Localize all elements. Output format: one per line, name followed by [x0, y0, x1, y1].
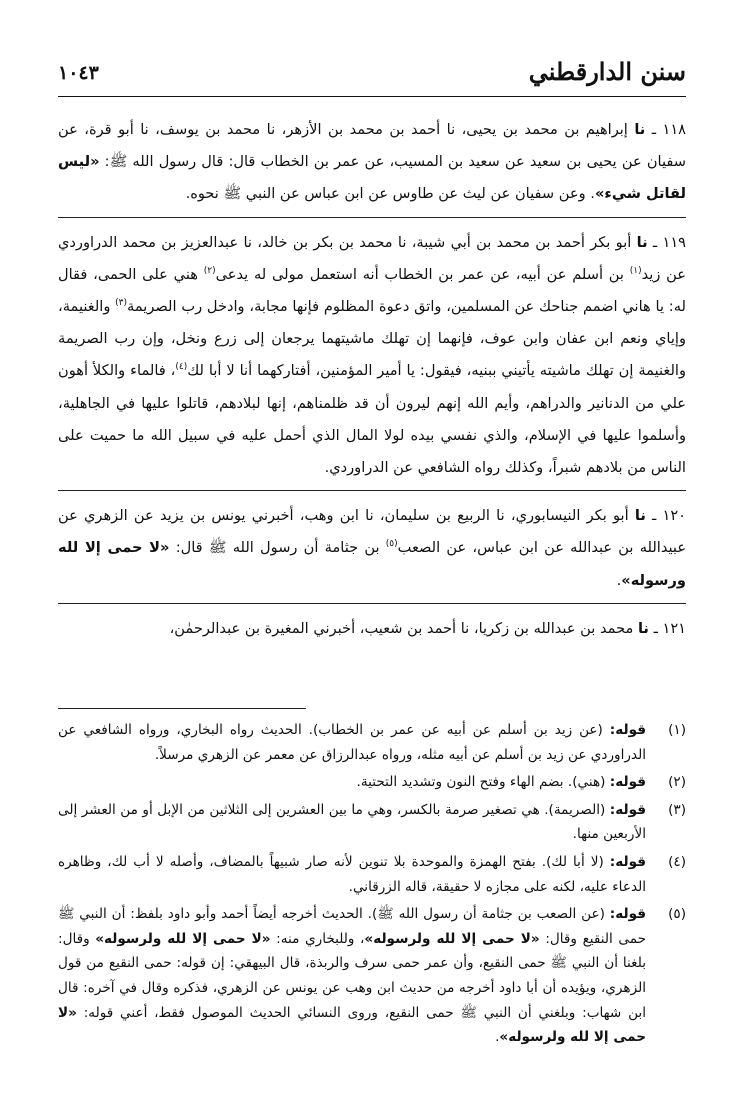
- footnote-ref[interactable]: (٣): [115, 298, 128, 309]
- prophetic-quote: «ليس لقاتل شيء»: [58, 153, 686, 203]
- running-title: سنن الدارقطني: [528, 57, 686, 86]
- hadith-divider: [58, 603, 686, 604]
- footnote-2: [58, 770, 686, 795]
- footnote-number: (٤): [668, 853, 686, 870]
- prophetic-quote: «لا حمى إلا لله ورسوله»: [58, 539, 686, 589]
- footnote-body: (الصريمة). هي تصغير صرمة بالكسر، وهي ما بين العشرين إلى الثلاثين من الإبل أو من العشر إلى الأربعين منها.: [58, 801, 646, 843]
- footnote-text: [58, 770, 646, 795]
- hadith-121: [58, 613, 686, 645]
- footnote-label: قوله:: [609, 853, 646, 870]
- hadith-number: ١٢٠ ـ: [652, 507, 687, 525]
- page-header: [58, 52, 686, 97]
- footnote-ref[interactable]: (٥): [385, 539, 398, 550]
- footnote-label: قوله:: [609, 801, 646, 818]
- hadith-number: ١١٩ ـ: [652, 233, 687, 251]
- footnote-number: (٣): [668, 801, 686, 818]
- footnote-text: [58, 902, 646, 1050]
- isnad-text: محمد بن عبدالله بن زكريا، نا أحمد بن شعيب، أخبرني المغيرة بن عبدالرحمٰن،: [169, 619, 634, 637]
- isnad-text: أبو بكر أحمد بن محمد بن أبي شيبة، نا محمد بن بكر بن خالد، نا عبدالعزيز بن محمد الدراوردي عن زيد: [58, 233, 686, 283]
- footnote-label: قوله:: [609, 906, 647, 923]
- isnad-text: أبو بكر النيسابوري، نا الربيع بن سليمان، نا ابن وهب، أخبرني يونس بن يزيد عن الزهري عن عبيدالله بن عبدالله عن ابن عباس، عن الصعب: [58, 507, 687, 557]
- footnote-ref[interactable]: (٢): [203, 265, 216, 276]
- quoted-hadith: «لا حمى إلا لله ولرسوله»: [58, 1004, 646, 1046]
- narration-marker: نا: [634, 121, 646, 138]
- footnote-number: (١): [668, 722, 686, 738]
- narration-marker: نا: [634, 507, 646, 525]
- footnote-body: (لا أبا لك). بفتح الهمزة والموحدة بلا تنوين لأنه صار شبيهاً بالمضاف، وأصله لا أب لك، وظاهره الدعاء عليه، لكنه على مجازه لا حقيقة، قاله الزرقاني.: [58, 853, 646, 895]
- quoted-hadith: «لا حمى إلا لله ولرسوله»: [95, 930, 271, 947]
- hadith-text: والغنيمة، وإياي ونعم ابن عفان وابن عوف، فإنهما إن تهلك ماشيتهما يرجعان إلى زرع ونخل، وإن رب الصريمة والغنيمة إن تهلك ماشيته يأتيني ببنيه، فيقول: يا أمير المؤمنين، أفتاركهما أنا لا أبا لك: [58, 298, 686, 380]
- footnotes: [58, 718, 686, 1053]
- footnote-text: [58, 850, 646, 899]
- hadith-120: [58, 500, 686, 597]
- footnote-label: قوله:: [609, 774, 646, 791]
- hadith-number: ١١٨ ـ: [651, 121, 686, 138]
- footnote-ref[interactable]: (٤): [175, 362, 188, 373]
- footnote-text: [58, 798, 646, 847]
- hadith-text: بن أسلم عن أبيه، عن عمر بن الخطاب أنه استعمل مولى له يدعى: [215, 265, 630, 283]
- narration-marker: نا: [637, 619, 649, 637]
- footnote-body: وقال: بلغنا أن النبي ﷺ حمى النقيع، وأن عمر حمى سرف والربذة، قال البيهقي: إن قوله: حمى النقيع من قول الزهري، ويؤيده أن أبا داود أخرجه من حديث ابن وهب عن يونس عن الزهري، فذكره وقال في آخره: قال ابن شهاب: وبلغني أن النبي ﷺ حمى النقيع، وروى النسائي الحديث الموصول فقط، أعني قوله:: [58, 930, 646, 1021]
- hadith-118: [58, 114, 686, 211]
- footnote-separator: [58, 708, 306, 709]
- footnote-number: (٢): [668, 774, 686, 791]
- footnote-body: .: [495, 1029, 500, 1046]
- footnote-body: (عن الصعب بن جثامة أن رسول الله ﷺ). الحديث أخرجه أيضاً أحمد وأبو داود بلفظ: أن النبي ﷺ حمى النقيع وقال:: [58, 906, 646, 947]
- hadith-text: ، فالماء والكلأ أهون علي من الدنانير والدراهم، وأيم الله إنهم ليرون أن قد ظلمناهم، إنها لبلادهم، قاتلوا عليها في الجاهلية، وأسلموا عليها في الإسلام، والذي نفسي بيده لولا المال الذي أحمل عليه في سبيل الله ما حميت على الناس من بلادهم شبراً، وكذلك رواه الشافعي عن الدراوردي.: [58, 362, 686, 477]
- narration-marker: نا: [636, 233, 648, 251]
- hadith-divider: [58, 490, 686, 491]
- quoted-hadith: «لا حمى إلا لله ولرسوله»: [364, 930, 540, 947]
- hadith-text: . وعن سفيان عن ليث عن طاوس عن ابن عباس عن النبي ﷺ نحوه.: [185, 185, 595, 203]
- page-number: ١٠٤٣: [58, 62, 99, 84]
- hadith-text: بن جثامة أن رسول الله ﷺ قال:: [175, 539, 386, 557]
- hadith-divider: [58, 217, 686, 218]
- footnote-number: (٥): [668, 906, 686, 923]
- footnote-body: (هني). بضم الهاء وفتح النون وتشديد التحتية.: [356, 774, 606, 791]
- hadith-number: ١٢١ ـ: [653, 619, 686, 637]
- footnote-text: [58, 718, 646, 767]
- footnote-5: [58, 902, 686, 1050]
- book-page: [58, 52, 686, 1092]
- footnote-1: [58, 718, 686, 767]
- footnote-ref[interactable]: (١): [629, 265, 642, 276]
- footnote-4: [58, 850, 686, 899]
- hadith-text: هني على الحمى، فقال له: يا هاني اضمم جناحك عن المسلمين، واتق دعوة المظلوم فإنها مجابة، وادخل رب الصريمة: [58, 265, 686, 316]
- footnote-label: قوله:: [609, 722, 646, 738]
- main-text: [58, 114, 686, 645]
- hadith-text: .: [616, 571, 622, 589]
- footnote-body: ، وللبخاري منه:: [276, 930, 365, 947]
- footnote-body: (عن زيد بن أسلم عن أبيه عن عمر بن الخطاب). الحديث رواه البخاري، ورواه الشافعي عن الدراوردي عن زيد بن أسلم عن أبيه مثله، ورواه عبدالرزاق عن معمر عن الزهري مرسلاً.: [58, 722, 646, 763]
- hadith-119: [58, 227, 686, 485]
- isnad-text: إبراهيم بن محمد بن يحيى، نا أحمد بن محمد بن الأزهر، نا محمد بن يوسف، نا أبو قرة، عن سفيان عن يحيى بن سعيد عن سعيد بن المسيب، عن عمر بن الخطاب قال: قال رسول الله ﷺ:: [58, 121, 687, 171]
- footnote-3: [58, 798, 686, 847]
